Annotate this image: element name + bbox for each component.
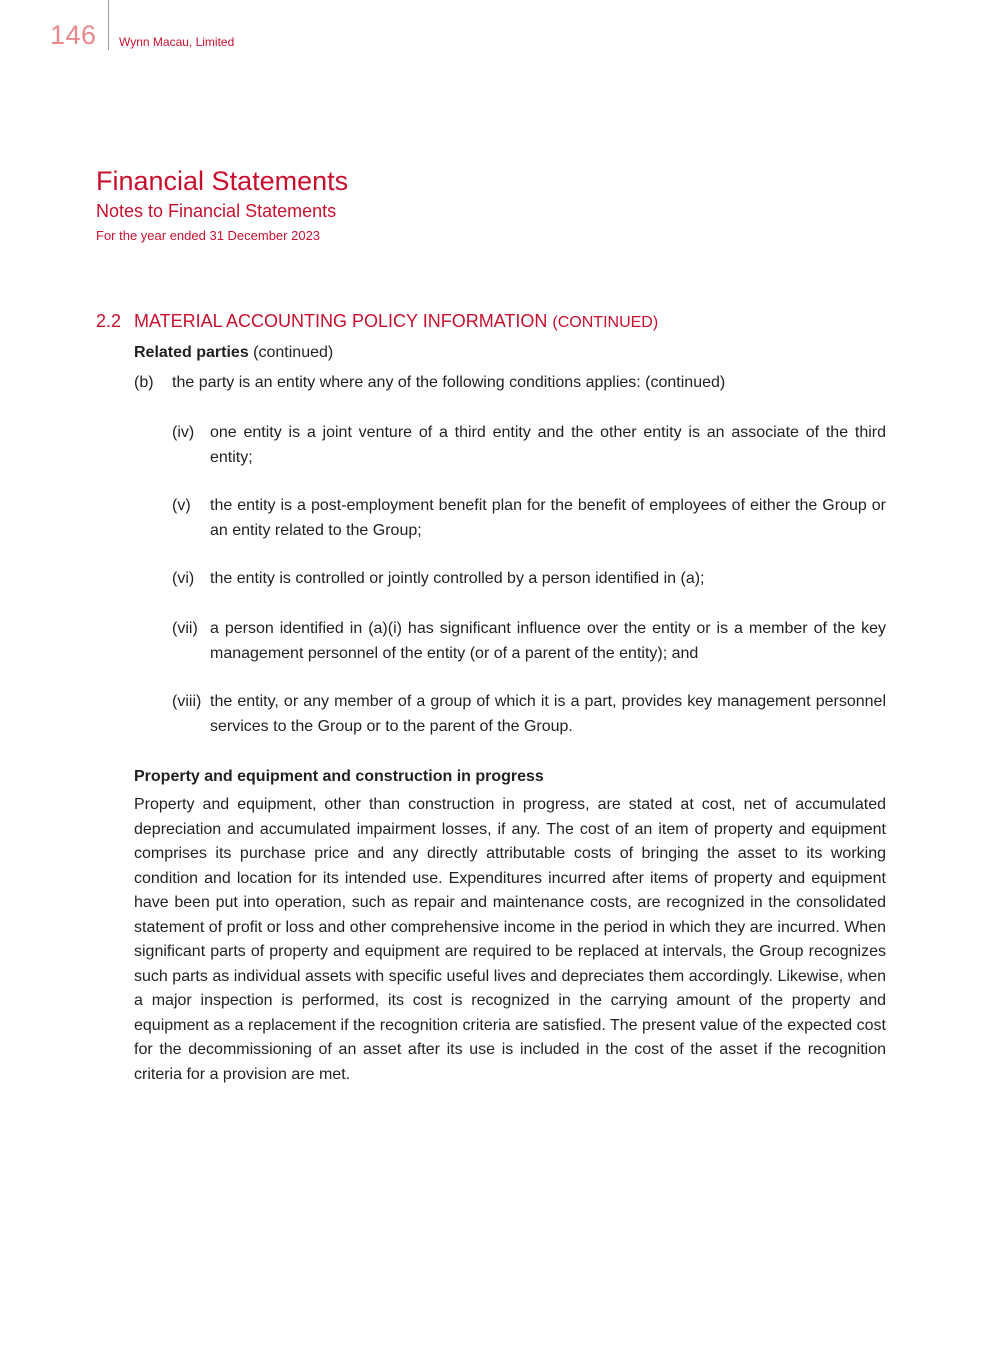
- related-parties-title-suffix: (continued): [253, 344, 334, 361]
- section-subtitle: Notes to Financial Statements: [96, 201, 337, 221]
- list-item-label: (vi): [172, 570, 195, 587]
- list-item: [172, 421, 886, 470]
- list-item-label: (v): [172, 497, 191, 514]
- property-equipment-title: Property and equipment and construction in progress: [134, 768, 544, 785]
- heading-number: 2.2: [96, 311, 122, 331]
- list-item-text: the entity, or any member of a group of which it is a part, provides key management personnel services to the Group or to the parent of the Group.: [210, 693, 886, 735]
- list-item-text: the entity is a post-employment benefit plan for the benefit of employees of either the Group or an entity related to the Group;: [210, 497, 886, 539]
- policy-heading: [96, 311, 658, 332]
- list-item-text: a person identified in (a)(i) has significant influence over the entity or is a member of the key management personnel of the entity (or of a parent of the entity); and: [210, 620, 886, 662]
- related-parties-title: [134, 341, 333, 366]
- section-title: Financial Statements: [96, 166, 349, 196]
- list-item-text: one entity is a joint venture of a third entity and the other entity is an associate of the third entity;: [210, 424, 886, 466]
- page-number: 146: [50, 20, 97, 50]
- heading-suffix: (CONTINUED): [552, 314, 659, 331]
- list-item: [172, 494, 886, 543]
- header-divider: [108, 0, 109, 50]
- list-item-label: (vii): [172, 620, 198, 637]
- condition-b-label: (b): [134, 374, 154, 391]
- property-equipment-body: Property and equipment, other than construction in progress, are stated at cost, net of accumulated depreciation and accumulated impairment losses, if any. The cost of an item of property and equipment comprises its purchase price and any directly attributable costs of bringing the asset to its working condition and location for its intended use. Expenditures incurred after items of property and equipment have been put into operation, such as repair and maintenance costs, are recognized in the consolidated statement of profit or loss and other comprehensive income in the period in which they are incurred. When significant parts of property and equipment are required to be replaced at intervals, the Group recognizes such parts as individual assets with specific useful lives and depreciates them accordingly. Likewise, when a major inspection is performed, its cost is recognized in the carrying amount of the property and equipment as a replacement if the recognition criteria are satisfied. The present value of the expected cost for the decommissioning of an asset after its use is included in the cost of the asset if the recognition criteria for a provision are met.: [134, 796, 886, 1083]
- section-period: For the year ended 31 December 2023: [96, 228, 321, 243]
- company-name: Wynn Macau, Limited: [119, 35, 235, 49]
- list-item-text: the entity is controlled or jointly controlled by a person identified in (a);: [210, 570, 705, 587]
- condition-b-text: the party is an entity where any of the following conditions applies: (continued): [172, 374, 726, 391]
- heading-title: MATERIAL ACCOUNTING POLICY INFORMATION: [134, 311, 548, 331]
- list-item: [172, 567, 886, 592]
- list-item: [172, 617, 886, 666]
- list-item-label: (viii): [172, 693, 202, 710]
- related-parties-title-text: Related parties: [134, 344, 249, 361]
- list-item-label: (iv): [172, 424, 195, 441]
- list-item: [172, 690, 886, 739]
